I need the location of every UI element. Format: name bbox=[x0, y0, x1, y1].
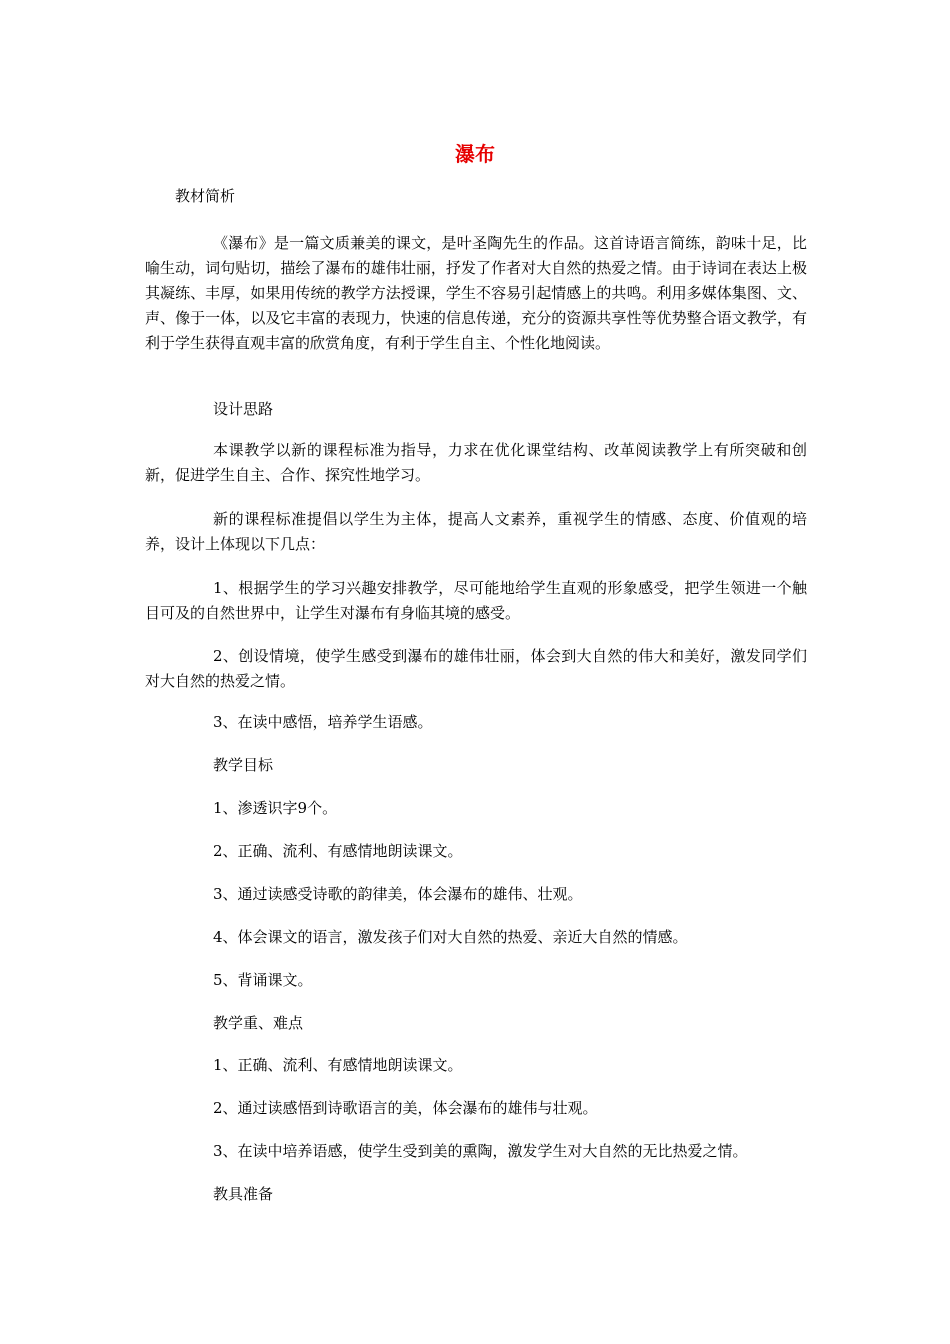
paragraph-sheji-2: 新的课程标准提倡以学生为主体，提高人文素养，重视学生的情感、态度、价值观的培养，设计上体现以下几点： bbox=[145, 510, 807, 553]
sheji-point: 3、在读中感悟，培养学生语感。 bbox=[213, 713, 433, 731]
zhongnan-point: 1、正确、流利、有感情地朗读课文。 bbox=[213, 1056, 463, 1074]
sheji-point: 1、根据学生的学习兴趣安排教学，尽可能地给学生直观的形象感受，把学生领进一个触目可及的自然世界中，让学生对瀑布有身临其境的感受。 bbox=[145, 579, 807, 622]
section-heading-jiaoju: 教具准备 bbox=[213, 1185, 274, 1203]
section-heading-zhongnan: 教学重、难点 bbox=[213, 1014, 304, 1032]
section-heading-jiaocai: 教材简析 bbox=[175, 187, 236, 205]
mubiao-point: 3、通过读感受诗歌的韵律美，体会瀑布的雄伟、壮观。 bbox=[213, 885, 583, 903]
mubiao-point: 4、体会课文的语言，激发孩子们对大自然的热爱、亲近大自然的情感。 bbox=[213, 928, 688, 946]
document-title: 瀑布 bbox=[455, 142, 495, 166]
mubiao-point: 5、背诵课文。 bbox=[213, 971, 313, 989]
zhongnan-point: 2、通过读感悟到诗歌语言的美，体会瀑布的雄伟与壮观。 bbox=[213, 1099, 598, 1117]
paragraph-jiaocai: 《瀑布》是一篇文质兼美的课文，是叶圣陶先生的作品。这首诗语言简练，韵味十足，比喻生动，词句贴切，描绘了瀑布的雄伟壮丽，抒发了作者对大自然的热爱之情。由于诗词在表达上极其凝练、丰厚，如果用传统的教学方法授课，学生不容易引起情感上的共鸣。利用多媒体集图、文、声、像于一体，以及它丰富的表现力，快速的信息传递，充分的资源共享性等优势整合语文教学，有利于学生获得直观丰富的欣赏角度，有利于学生自主、个性化地阅读。 bbox=[145, 234, 807, 352]
mubiao-point: 2、正确、流利、有感情地朗读课文。 bbox=[213, 842, 463, 860]
section-heading-sheji: 设计思路 bbox=[213, 400, 274, 418]
section-heading-mubiao: 教学目标 bbox=[213, 756, 274, 774]
zhongnan-point: 3、在读中培养语感，使学生受到美的熏陶，激发学生对大自然的无比热爱之情。 bbox=[213, 1142, 748, 1160]
sheji-point: 2、创设情境，使学生感受到瀑布的雄伟壮丽，体会到大自然的伟大和美好，激发同学们对大自然的热爱之情。 bbox=[145, 647, 807, 690]
mubiao-point: 1、渗透识字9个。 bbox=[213, 799, 338, 817]
paragraph-sheji-1: 本课教学以新的课程标准为指导，力求在优化课堂结构、改革阅读教学上有所突破和创新，促进学生自主、合作、探究性地学习。 bbox=[145, 441, 807, 484]
